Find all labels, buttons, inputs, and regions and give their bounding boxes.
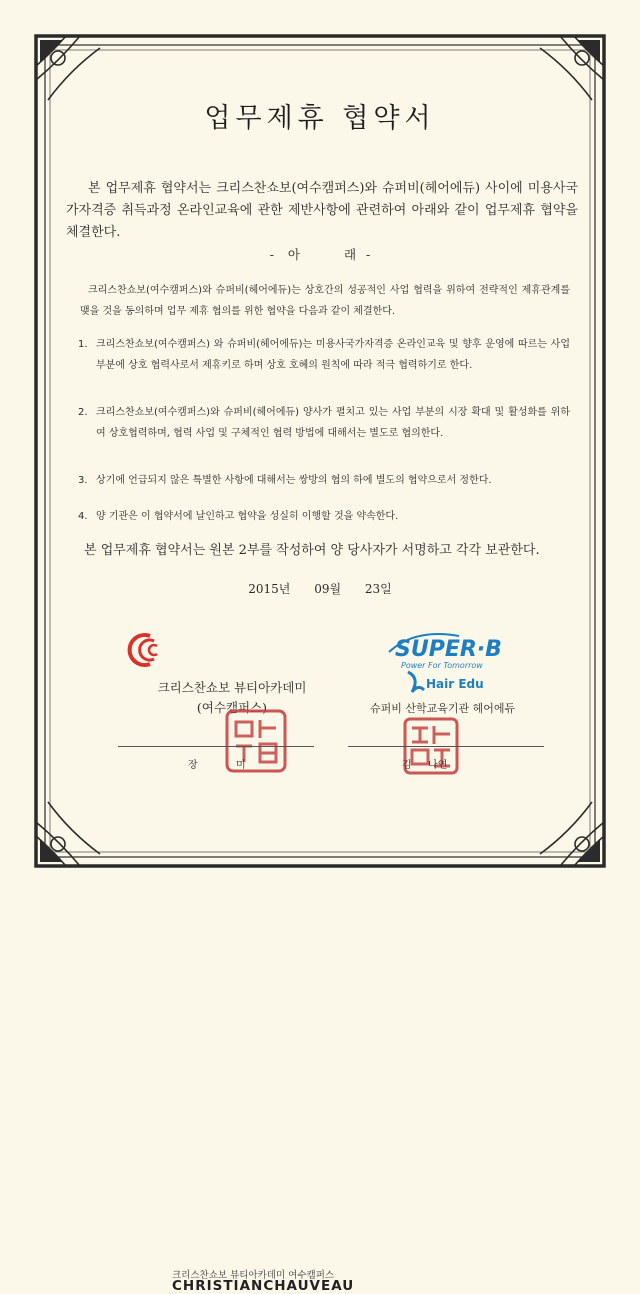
ara-dash-right: - (366, 247, 371, 262)
right-signer-label-1: 김 (402, 760, 412, 771)
cc-logo-english: CHRISTIANCHAUVEAU (172, 1278, 355, 1294)
left-signer-label-2: 미 (236, 760, 246, 771)
right-party-name: 슈퍼비 산학교육기관 헤어에듀 (370, 702, 516, 715)
right-signature-line (348, 746, 544, 747)
ara-dash-left: - (269, 247, 274, 262)
hair-edu-mark (404, 668, 504, 696)
left-seal-stamp (224, 708, 288, 774)
right-signer-label-2: 나연 (428, 760, 448, 771)
date-year: 2015년 (248, 582, 291, 596)
super-b-tagline: Power For Tomorrow (401, 661, 483, 670)
intro-paragraph: 본 업무제휴 협약서는 크리스찬쇼보(여수캠퍼스)와 슈퍼비(헤어에듀) 사이에 미용사국가자격증 취득과정 온라인교육에 관한 제반사항에 관련하여 아래와 같이 업무제휴 협약을 체결한다. (66, 181, 578, 240)
signing-date (0, 580, 640, 597)
ara-char-a: 아 (287, 247, 300, 262)
left-party-subtitle: (여수캠퍼스) (196, 700, 268, 715)
date-day: 23일 (364, 582, 392, 596)
closing-paragraph: 본 업무제휴 협약서는 원본 2부를 작성하여 양 당사자가 서명하고 각각 보관한다. (84, 543, 540, 558)
agreement-paragraph: 크리스찬쇼보(여수캠퍼스)와 슈퍼비(헤어에듀)는 상호간의 성공적인 사업 협력을 위하여 전략적인 제휴관계를 맺을 것을 동의하며 업무 제휴 협의를 위한 협약을 다음과 같이 체결한다. (80, 285, 570, 317)
clause-number: 2. (78, 407, 88, 418)
document-title: 업무제휴 협약서 (204, 103, 436, 134)
hair-edu-text: Hair Edu (426, 677, 484, 691)
clause-number: 1. (78, 339, 88, 350)
clause-item (78, 470, 570, 491)
clause-number: 4. (78, 511, 88, 522)
super-b-text: SUPER·B (395, 637, 502, 662)
clause-text: 상기에 언급되지 않은 특별한 사항에 대해서는 쌍방의 협의 하에 별도의 협약으로서 정한다. (96, 475, 492, 486)
clause-text: 크리스찬쇼보(여수캠퍼스) 와 슈퍼비(헤어에듀)는 미용사국가자격증 온라인교육 및 향후 운영에 따르는 사업부분에 상호 협력사로서 제휴키로 하며 상호 호혜의 원칙에 따라 적극 협력하기로 한다. (96, 339, 570, 371)
left-party-title: 크리스찬쇼보 뷰티아카데미 (157, 680, 307, 695)
ara-char-rae: 래 (343, 247, 357, 262)
clause-item (78, 506, 570, 527)
super-b-wordmark (385, 622, 525, 670)
hair-edu-logo (404, 668, 504, 696)
left-signature-line (118, 746, 314, 747)
date-month: 09월 (314, 582, 342, 596)
ara-heading (0, 245, 640, 263)
clause-text: 양 기관은 이 협약서에 날인하고 협약을 성실히 이행할 것을 약속한다. (96, 511, 399, 522)
cc-emblem-icon (120, 632, 168, 668)
christian-chauveau-logo (120, 630, 355, 1294)
cc-logo-korean: 크리스찬쇼보 뷰티아카데미 여수캠퍼스 (172, 1270, 335, 1281)
clause-item (78, 334, 570, 376)
clause-item (78, 402, 570, 444)
left-signer-label-1: 장 (188, 760, 198, 771)
clause-text: 크리스찬쇼보(여수캠퍼스)와 슈퍼비(헤어에듀) 양사가 펼치고 있는 사업 부분의 시장 확대 및 활성화를 위하여 상호협력하며, 협력 사업 및 구체적인 협력 방법에 대해서는 별도로 협의한다. (96, 407, 570, 439)
clause-number: 3. (78, 475, 88, 486)
